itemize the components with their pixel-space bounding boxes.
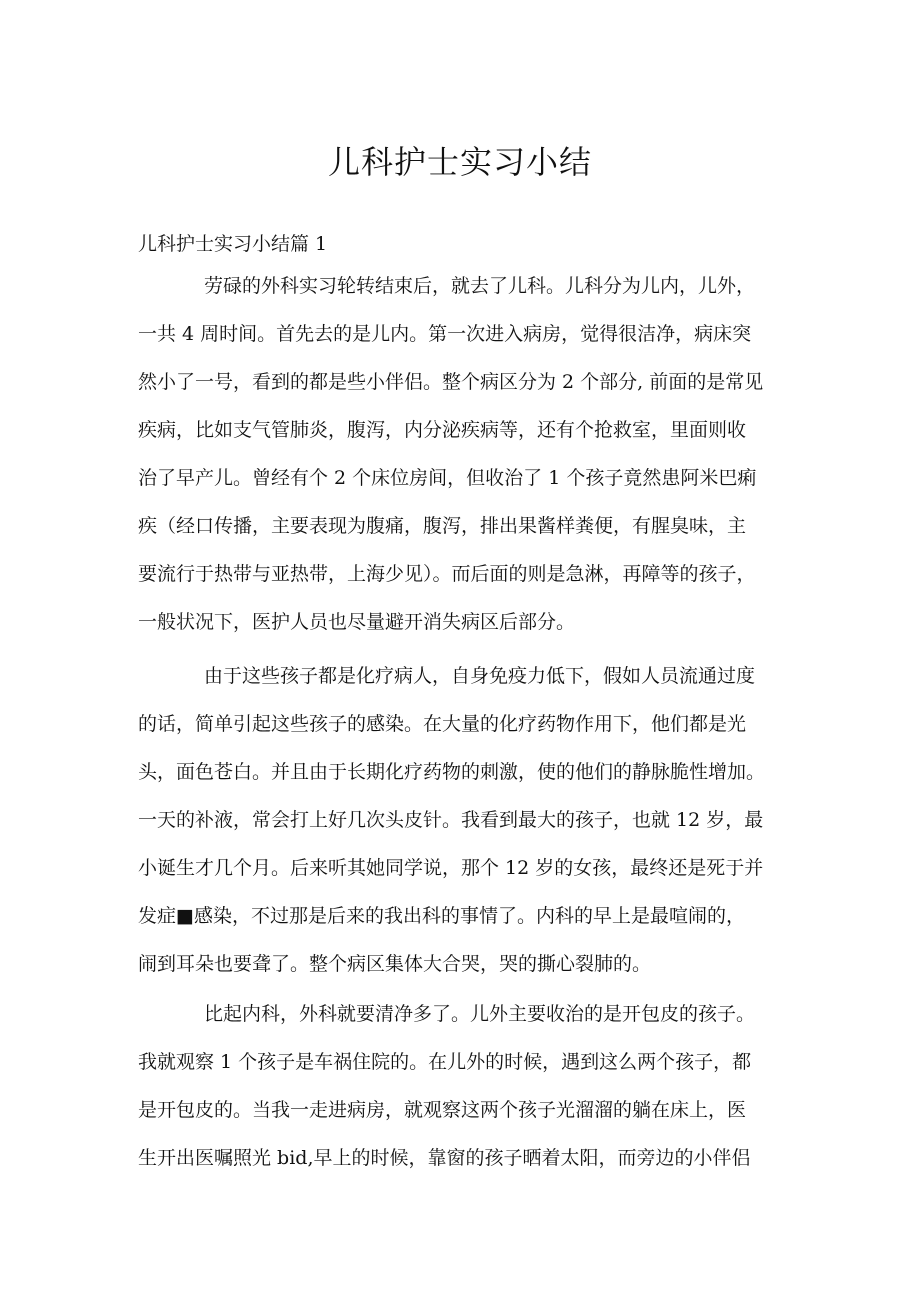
- paragraph-line: 治了早产儿。曾经有个 2 个床位房间，但收治了 1 个孩子竟然患阿米巴痢: [138, 467, 757, 489]
- paragraph-line: 然小了一号，看到的都是些小伴侣。整个病区分为 2 个部分, 前面的是常见: [138, 371, 764, 393]
- paragraph-2: [138, 652, 798, 988]
- paragraph-3: [138, 990, 798, 1182]
- paragraph-1: [138, 262, 798, 646]
- paragraph-line: 一般状况下，医护人员也尽量避开消失病区后部分。: [138, 611, 576, 633]
- paragraph-line: 是开包皮的。当我一走进病房，就观察这两个孩子光溜溜的躺在床上，医: [138, 1099, 747, 1121]
- section-heading: 儿科护士实习小结篇 1: [138, 233, 328, 255]
- paragraph-line: 我就观察 1 个孩子是车祸住院的。在儿外的时候，遇到这么两个孩子，都: [138, 1051, 752, 1073]
- paragraph-line: 要流行于热带与亚热带，上海少见）。而后面的则是急淋，再障等的孩子，: [138, 563, 756, 585]
- paragraph-line: 疾（经口传播，主要表现为腹痛，腹泻，排出果酱样粪便，有腥臭味，主: [138, 515, 747, 537]
- paragraph-line: 闹到耳朵也要聋了。整个病区集体大合哭，哭的撕心裂肺的。: [138, 953, 652, 975]
- paragraph-line: 由于这些孩子都是化疗病人，自身免疫力低下，假如人员流通过度: [204, 665, 756, 687]
- paragraph-line: 小诞生才几个月。后来听其她同学说，那个 12 岁的女孩，最终还是死于并: [138, 857, 764, 879]
- paragraph-line: 比起内科，外科就要清净多了。儿外主要收治的是开包皮的孩子。: [204, 1003, 756, 1025]
- paragraph-line: 的话，简单引起这些孩子的感染。在大量的化疗药物作用下，他们都是光: [138, 713, 747, 735]
- paragraph-line: 发症■感染，不过那是后来的我出科的事情了。内科的早上是最喧闹的，: [138, 905, 745, 927]
- paragraph-line: 一天的补液，常会打上好几次头皮针。我看到最大的孩子，也就 12 岁，最: [138, 809, 764, 831]
- paragraph-line: 疾病，比如支气管肺炎，腹泻，内分泌疾病等，还有个抢救室，里面则收: [138, 419, 747, 441]
- paragraph-line: 生开出医嘱照光 bid,早上的时候，靠窗的孩子晒着太阳，而旁边的小伴侣: [138, 1147, 751, 1169]
- paragraph-line: 头，面色苍白。并且由于长期化疗药物的刺激，使的他们的静脉脆性增加。: [138, 761, 766, 783]
- paragraph-line: 一共 4 周时间。首先去的是儿内。第一次进入病房，觉得很洁净，病床突: [138, 323, 752, 345]
- paragraph-line: 劳碌的外科实习轮转结束后，就去了儿科。儿科分为儿内，儿外，: [204, 275, 756, 297]
- document-title: 儿科护士实习小结: [327, 143, 592, 181]
